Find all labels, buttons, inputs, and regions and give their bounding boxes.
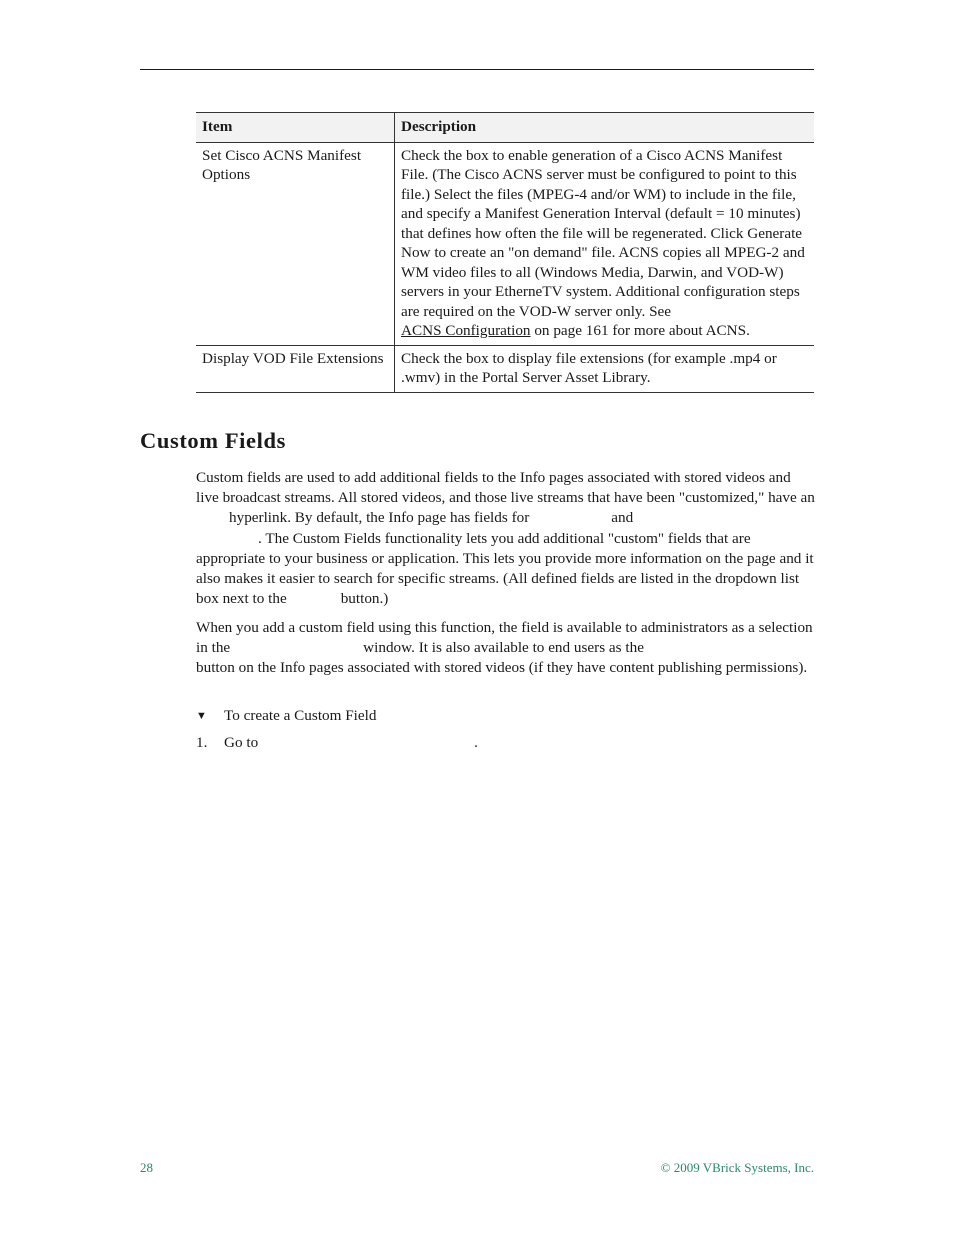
- p1-text-c: and: [611, 509, 634, 527]
- step-number: 1.: [196, 734, 208, 751]
- p1-text-e: button.): [340, 590, 389, 608]
- options-table: [196, 112, 814, 393]
- p2-text-c: button on the Info pages associated with stored videos (if they have content publishing permissions).: [196, 659, 808, 677]
- p2-text-a: When you add a custom field using this function, the field is available to administrators as a selection in the: [196, 619, 813, 657]
- table-cell-description: [395, 142, 815, 345]
- p2-text-b: window. It is also available to end users as the: [363, 639, 644, 657]
- column-header-item: Item: [196, 113, 395, 143]
- p1-text-b: hyperlink. By default, the Info page has fields for: [229, 509, 530, 527]
- table-row: [196, 142, 814, 345]
- copyright: © 2009 VBrick Systems, Inc.: [660, 1160, 814, 1175]
- table-cell-item: Display VOD File Extensions: [196, 345, 395, 392]
- step-text-b: .: [474, 734, 478, 751]
- procedure-title: To create a Custom Field: [224, 707, 377, 724]
- description-text: Check the box to enable generation of a Cisco ACNS Manifest File. (The Cisco ACNS server must be configured to point to this file.) Select the files (MPEG-4 and/or WM) to include in the file, and specify a Manifest Generation Interval (default = 10 minutes) that defines how often the file will be regenerated. Click Generate Now to create an "on demand" file. ACNS copies all MPEG-2 and WM video files to all (Windows Media, Darwin, and VOD-W) servers in your EtherneTV system. Additional configuration steps are required on the VOD-W server only. See: [401, 146, 805, 320]
- table-header-row: [196, 113, 814, 143]
- acns-configuration-link[interactable]: ACNS Configuration: [401, 322, 531, 339]
- table-cell-description: Check the box to display file extensions (for example .mp4 or .wmv) in the Portal Server Asset Library.: [395, 345, 815, 392]
- table-cell-item: Set Cisco ACNS Manifest Options: [196, 142, 395, 345]
- triangle-down-icon: ▼: [196, 710, 207, 722]
- description-suffix: on page 161 for more about ACNS.: [530, 322, 750, 339]
- section-title: Custom Fields: [140, 428, 286, 453]
- column-header-description: Description: [395, 113, 815, 143]
- step-text: [224, 733, 478, 753]
- intro-paragraph: [196, 468, 816, 609]
- step-text-a: Go to: [224, 734, 259, 751]
- p1-text-d: . The Custom Fields functionality lets you add additional "custom" fields that are appropriate to your business or application. This lets you provide more information on the page and it also makes it easier to search for specific streams. (All defined fields are listed in the dropdown list box next to the: [196, 529, 814, 608]
- usage-paragraph: [196, 618, 816, 679]
- table-row: [196, 345, 814, 392]
- header-rule: [140, 69, 814, 70]
- page-number: 28: [140, 1160, 153, 1175]
- p1-text-a: Custom fields are used to add additional fields to the Info pages associated with stored videos and live broadcast streams. All stored videos, and those live streams that have been "customized," have an: [196, 469, 815, 507]
